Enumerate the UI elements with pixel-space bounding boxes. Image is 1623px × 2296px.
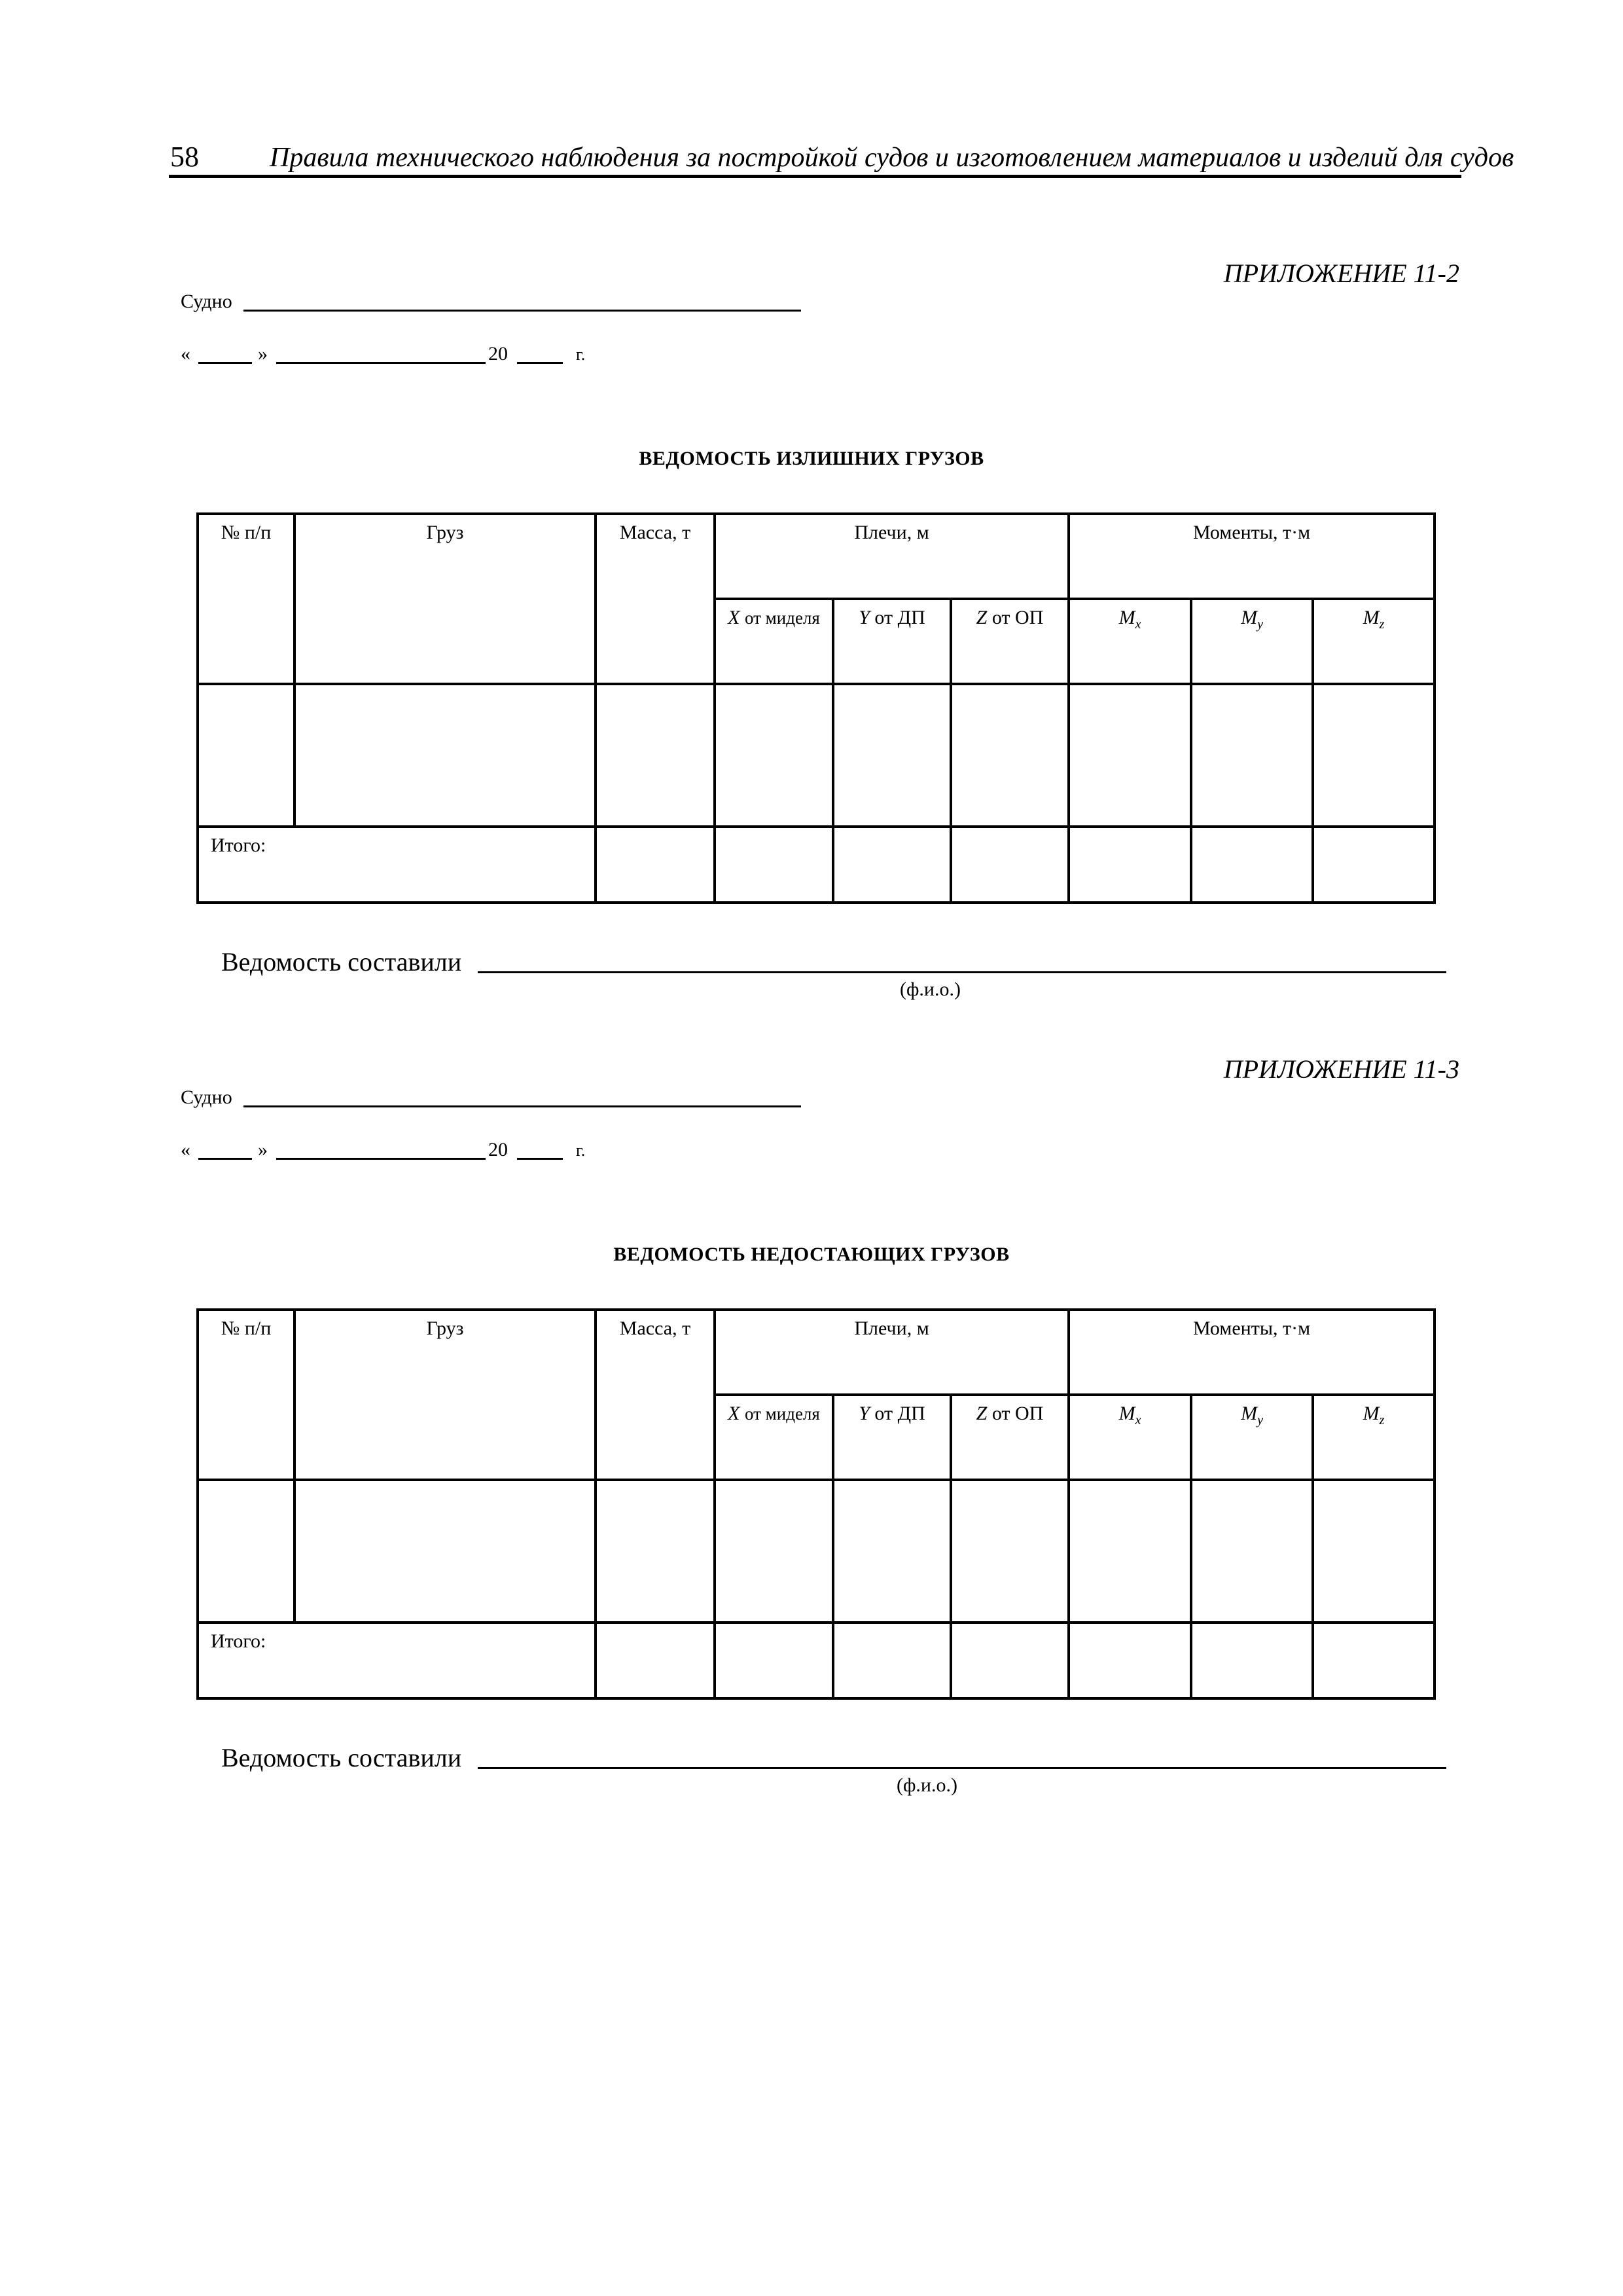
y-text: от ДП	[874, 1403, 925, 1424]
signature-label: Ведомость составили	[221, 947, 462, 977]
total-x[interactable]	[715, 827, 833, 903]
cell-number[interactable]	[198, 684, 294, 827]
appendix-label: ПРИЛОЖЕНИЕ 11-2	[1223, 259, 1459, 288]
total-x[interactable]	[715, 1623, 833, 1698]
total-mz[interactable]	[1313, 1623, 1435, 1698]
total-my[interactable]	[1191, 1623, 1313, 1698]
total-mx[interactable]	[1069, 1623, 1191, 1698]
cargo-table	[196, 512, 1436, 904]
signature-field[interactable]	[478, 971, 1446, 973]
col-header-arms: Плечи, м	[715, 514, 1069, 599]
date-month-field[interactable]	[276, 1158, 486, 1160]
col-header-y	[833, 1395, 951, 1480]
col-header-cargo: Груз	[294, 1310, 596, 1480]
col-header-number: № п/п	[198, 514, 294, 684]
total-row	[198, 1623, 1435, 1698]
cell-y[interactable]	[833, 684, 951, 827]
mz-var: M	[1363, 607, 1380, 628]
x-var: X	[728, 1403, 740, 1424]
col-header-mx	[1069, 599, 1191, 684]
z-text: от ОП	[991, 1403, 1044, 1424]
mx-sub: x	[1135, 617, 1141, 632]
header-rule	[169, 175, 1461, 178]
col-header-mass: Масса, т	[596, 514, 715, 684]
page-number: 58	[170, 141, 199, 173]
cell-x[interactable]	[715, 684, 833, 827]
date-year-field[interactable]	[517, 1158, 563, 1160]
z-var: Z	[976, 1403, 988, 1424]
ship-label: Судно	[181, 291, 232, 312]
date-year-prefix: 20	[488, 343, 508, 365]
mx-var: M	[1118, 1403, 1135, 1424]
date-month-field[interactable]	[276, 362, 486, 364]
total-mx[interactable]	[1069, 827, 1191, 903]
col-header-z	[951, 1395, 1069, 1480]
total-z[interactable]	[951, 827, 1069, 903]
total-mass[interactable]	[596, 827, 715, 903]
total-z[interactable]	[951, 1623, 1069, 1698]
mz-sub: z	[1379, 617, 1385, 632]
appendix-label: ПРИЛОЖЕНИЕ 11-3	[1223, 1054, 1459, 1084]
cell-mz[interactable]	[1313, 1480, 1435, 1623]
total-y[interactable]	[833, 827, 951, 903]
table-row	[198, 684, 1435, 827]
document-title: ВЕДОМОСТЬ НЕДОСТАЮЩИХ ГРУЗОВ	[613, 1244, 1010, 1265]
cell-mass[interactable]	[596, 684, 715, 827]
cell-my[interactable]	[1191, 684, 1313, 827]
total-label: Итого:	[198, 1623, 596, 1698]
cell-my[interactable]	[1191, 1480, 1313, 1623]
z-text: от ОП	[991, 607, 1044, 628]
date-open-quote: «	[181, 1139, 190, 1160]
cell-z[interactable]	[951, 684, 1069, 827]
total-row	[198, 827, 1435, 903]
cargo-table	[196, 1308, 1436, 1700]
total-label: Итого:	[198, 827, 596, 903]
cell-x[interactable]	[715, 1480, 833, 1623]
document-title: ВЕДОМОСТЬ ИЗЛИШНИХ ГРУЗОВ	[639, 448, 984, 469]
cell-mx[interactable]	[1069, 684, 1191, 827]
mx-sub: x	[1135, 1413, 1141, 1427]
total-y[interactable]	[833, 1623, 951, 1698]
running-header-title: Правила технического наблюдения за постройкой судов и изготовлением материалов и изделий для судов	[270, 143, 1514, 173]
mz-sub: z	[1379, 1413, 1385, 1427]
date-year-prefix: 20	[488, 1139, 508, 1160]
cell-mx[interactable]	[1069, 1480, 1191, 1623]
y-var: Y	[859, 1403, 870, 1424]
cell-y[interactable]	[833, 1480, 951, 1623]
cell-z[interactable]	[951, 1480, 1069, 1623]
col-header-moments: Моменты, т·м	[1069, 1310, 1435, 1395]
col-header-my	[1191, 1395, 1313, 1480]
date-day-field[interactable]	[198, 1158, 252, 1160]
cell-number[interactable]	[198, 1480, 294, 1623]
my-sub: y	[1257, 617, 1263, 632]
cell-cargo[interactable]	[294, 1480, 596, 1623]
my-var: M	[1241, 1403, 1258, 1424]
col-header-cargo: Груз	[294, 514, 596, 684]
y-var: Y	[859, 607, 870, 628]
date-close-quote: »	[258, 1139, 268, 1160]
date-suffix: г.	[576, 1141, 586, 1160]
ship-name-field[interactable]	[243, 310, 801, 312]
cell-mz[interactable]	[1313, 684, 1435, 827]
col-header-mx	[1069, 1395, 1191, 1480]
cell-mass[interactable]	[596, 1480, 715, 1623]
col-header-x	[715, 1395, 833, 1480]
x-text: от миделя	[744, 608, 820, 628]
fio-caption: (ф.и.о.)	[900, 978, 961, 1000]
x-text: от миделя	[744, 1404, 820, 1424]
date-suffix: г.	[576, 345, 586, 364]
col-header-arms: Плечи, м	[715, 1310, 1069, 1395]
y-text: от ДП	[874, 607, 925, 628]
cell-cargo[interactable]	[294, 684, 596, 827]
date-day-field[interactable]	[198, 362, 252, 364]
col-header-x	[715, 599, 833, 684]
my-var: M	[1241, 607, 1258, 628]
z-var: Z	[976, 607, 988, 628]
date-year-field[interactable]	[517, 362, 563, 364]
date-close-quote: »	[258, 343, 268, 365]
date-open-quote: «	[181, 343, 190, 365]
col-header-z	[951, 599, 1069, 684]
x-var: X	[728, 607, 740, 628]
col-header-y	[833, 599, 951, 684]
col-header-moments: Моменты, т·м	[1069, 514, 1435, 599]
col-header-my	[1191, 599, 1313, 684]
col-header-mz	[1313, 1395, 1435, 1480]
my-sub: y	[1257, 1413, 1263, 1427]
total-mz[interactable]	[1313, 827, 1435, 903]
fio-caption: (ф.и.о.)	[897, 1774, 957, 1796]
table-row	[198, 1480, 1435, 1623]
col-header-mass: Масса, т	[596, 1310, 715, 1480]
signature-field[interactable]	[478, 1767, 1446, 1769]
col-header-mz	[1313, 599, 1435, 684]
mx-var: M	[1118, 607, 1135, 628]
ship-label: Судно	[181, 1086, 232, 1108]
ship-name-field[interactable]	[243, 1105, 801, 1107]
total-mass[interactable]	[596, 1623, 715, 1698]
total-my[interactable]	[1191, 827, 1313, 903]
col-header-number: № п/п	[198, 1310, 294, 1480]
signature-label: Ведомость составили	[221, 1743, 462, 1772]
mz-var: M	[1363, 1403, 1380, 1424]
